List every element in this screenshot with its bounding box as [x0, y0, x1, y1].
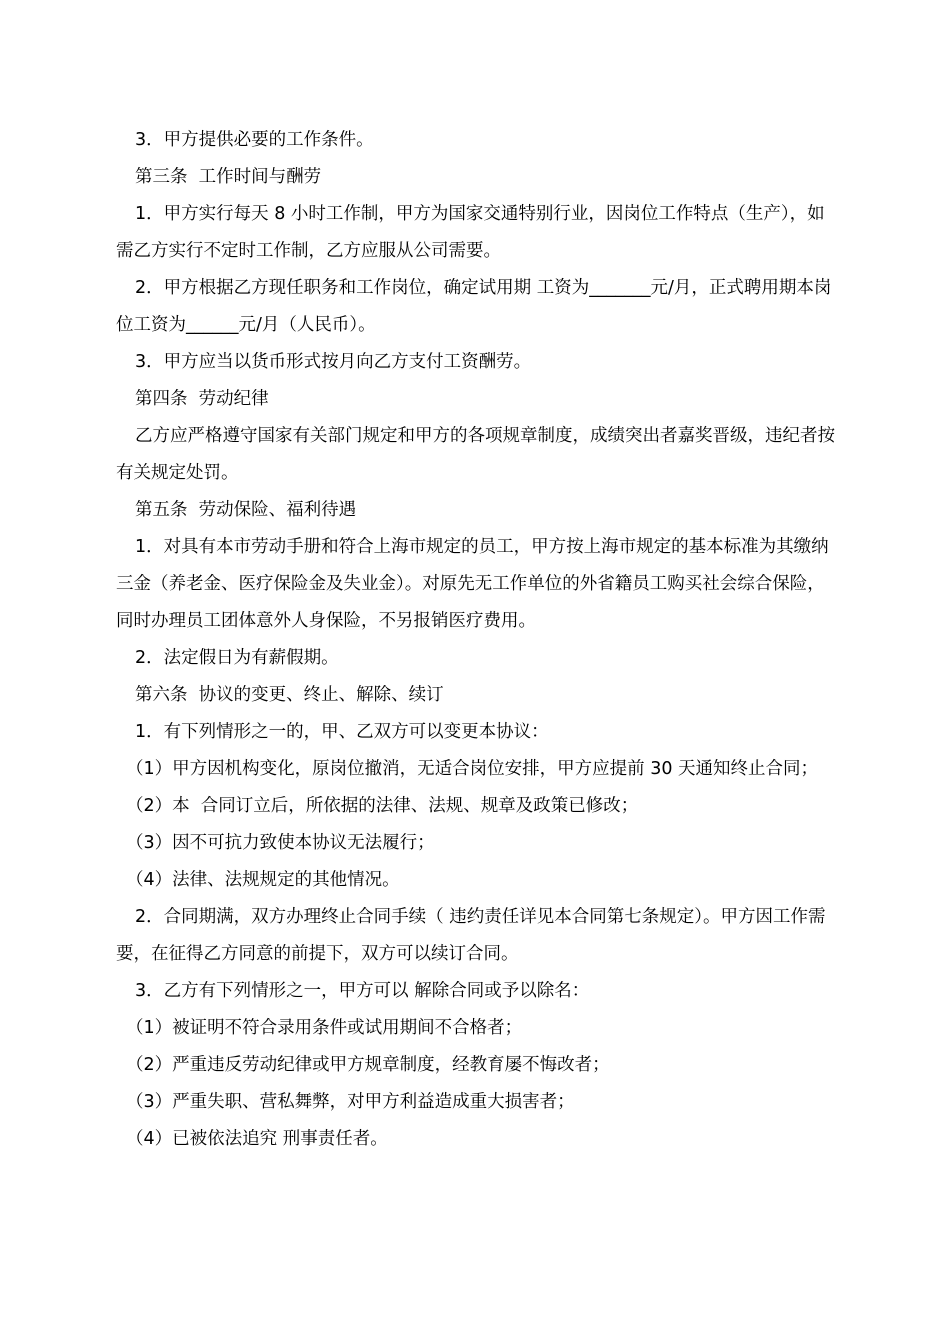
article-6-item-1-sub-1: （1）甲方因机构变化，原岗位撤消，无适合岗位安排，甲方应提前 30 天通知终止合同； [126, 759, 819, 779]
article-6-item-1-sub-2: （2）本 合同订立后，所依据的法律、法规、规章及政策已修改； [126, 796, 639, 816]
article-6-item-1: 1．有下列情形之一的，甲、乙双方可以变更本协议： [135, 722, 549, 742]
article-5-item-2: 2．法定假日为有薪假期。 [135, 648, 339, 668]
article-5-item-1: 1．对具有本市劳动手册和符合上海市规定的员工，甲方按上海市规定的基本标准为其缴纳三金（养老金、医疗保险金及失业金）。对原先无工作单位的外省籍员工购买社会综合保险，同时办理员工团体意外人身保险，不另报销医疗费用。 [116, 537, 829, 631]
article-3-item-2: 2．甲方根据乙方现任职务和工作岗位，确定试用期 工资为_______元/月，正式聘用期本岗位工资为______元/月（人民币）。 [116, 278, 832, 335]
article-3-item-3: 3．甲方应当以货币形式按月向乙方支付工资酬劳。 [135, 352, 532, 372]
contract-body [116, 122, 836, 1158]
article-6-item-3: 3．乙方有下列情形之一，甲方可以 解除合同或予以除名： [135, 981, 590, 1001]
article-5-heading: 第五条 劳动保险、福利待遇 [135, 500, 357, 520]
article-4-body: 乙方应严格遵守国家有关部门规定和甲方的各项规章制度，成绩突出者嘉奖晋级，违纪者按有关规定处罚。 [116, 426, 835, 483]
article-6-item-1-sub-4: （4）法律、法规规定的其他情况。 [126, 870, 400, 890]
article-6-item-3-sub-3: （3）严重失职、营私舞弊，对甲方利益造成重大损害者； [126, 1092, 575, 1112]
article-6-item-3-sub-4: （4）已被依法追究 刑事责任者。 [126, 1129, 388, 1149]
article-6-heading: 第六条 协议的变更、终止、解除、续订 [135, 685, 444, 705]
article-3-heading: 第三条 工作时间与酬劳 [135, 167, 322, 187]
article-6-item-2: 2．合同期满，双方办理终止合同手续（ 违约责任详见本合同第七条规定）。甲方因工作需要，在征得乙方同意的前提下，双方可以续订合同。 [116, 907, 826, 964]
article-3-item-1: 1．甲方实行每天 8 小时工作制，甲方为国家交通特别行业，因岗位工作特点（生产），如需乙方实行不定时工作制，乙方应服从公司需要。 [116, 204, 825, 261]
article-4-heading: 第四条 劳动纪律 [135, 389, 269, 409]
article-6-item-1-sub-3: （3）因不可抗力致使本协议无法履行； [126, 833, 435, 853]
article-6-item-3-sub-1: （1）被证明不符合录用条件或试用期间不合格者； [126, 1018, 523, 1038]
article-6-item-3-sub-2: （2）严重违反劳动纪律或甲方规章制度，经教育屡不悔改者； [126, 1055, 610, 1075]
clause-2-item-3: 3．甲方提供必要的工作条件。 [135, 130, 374, 150]
